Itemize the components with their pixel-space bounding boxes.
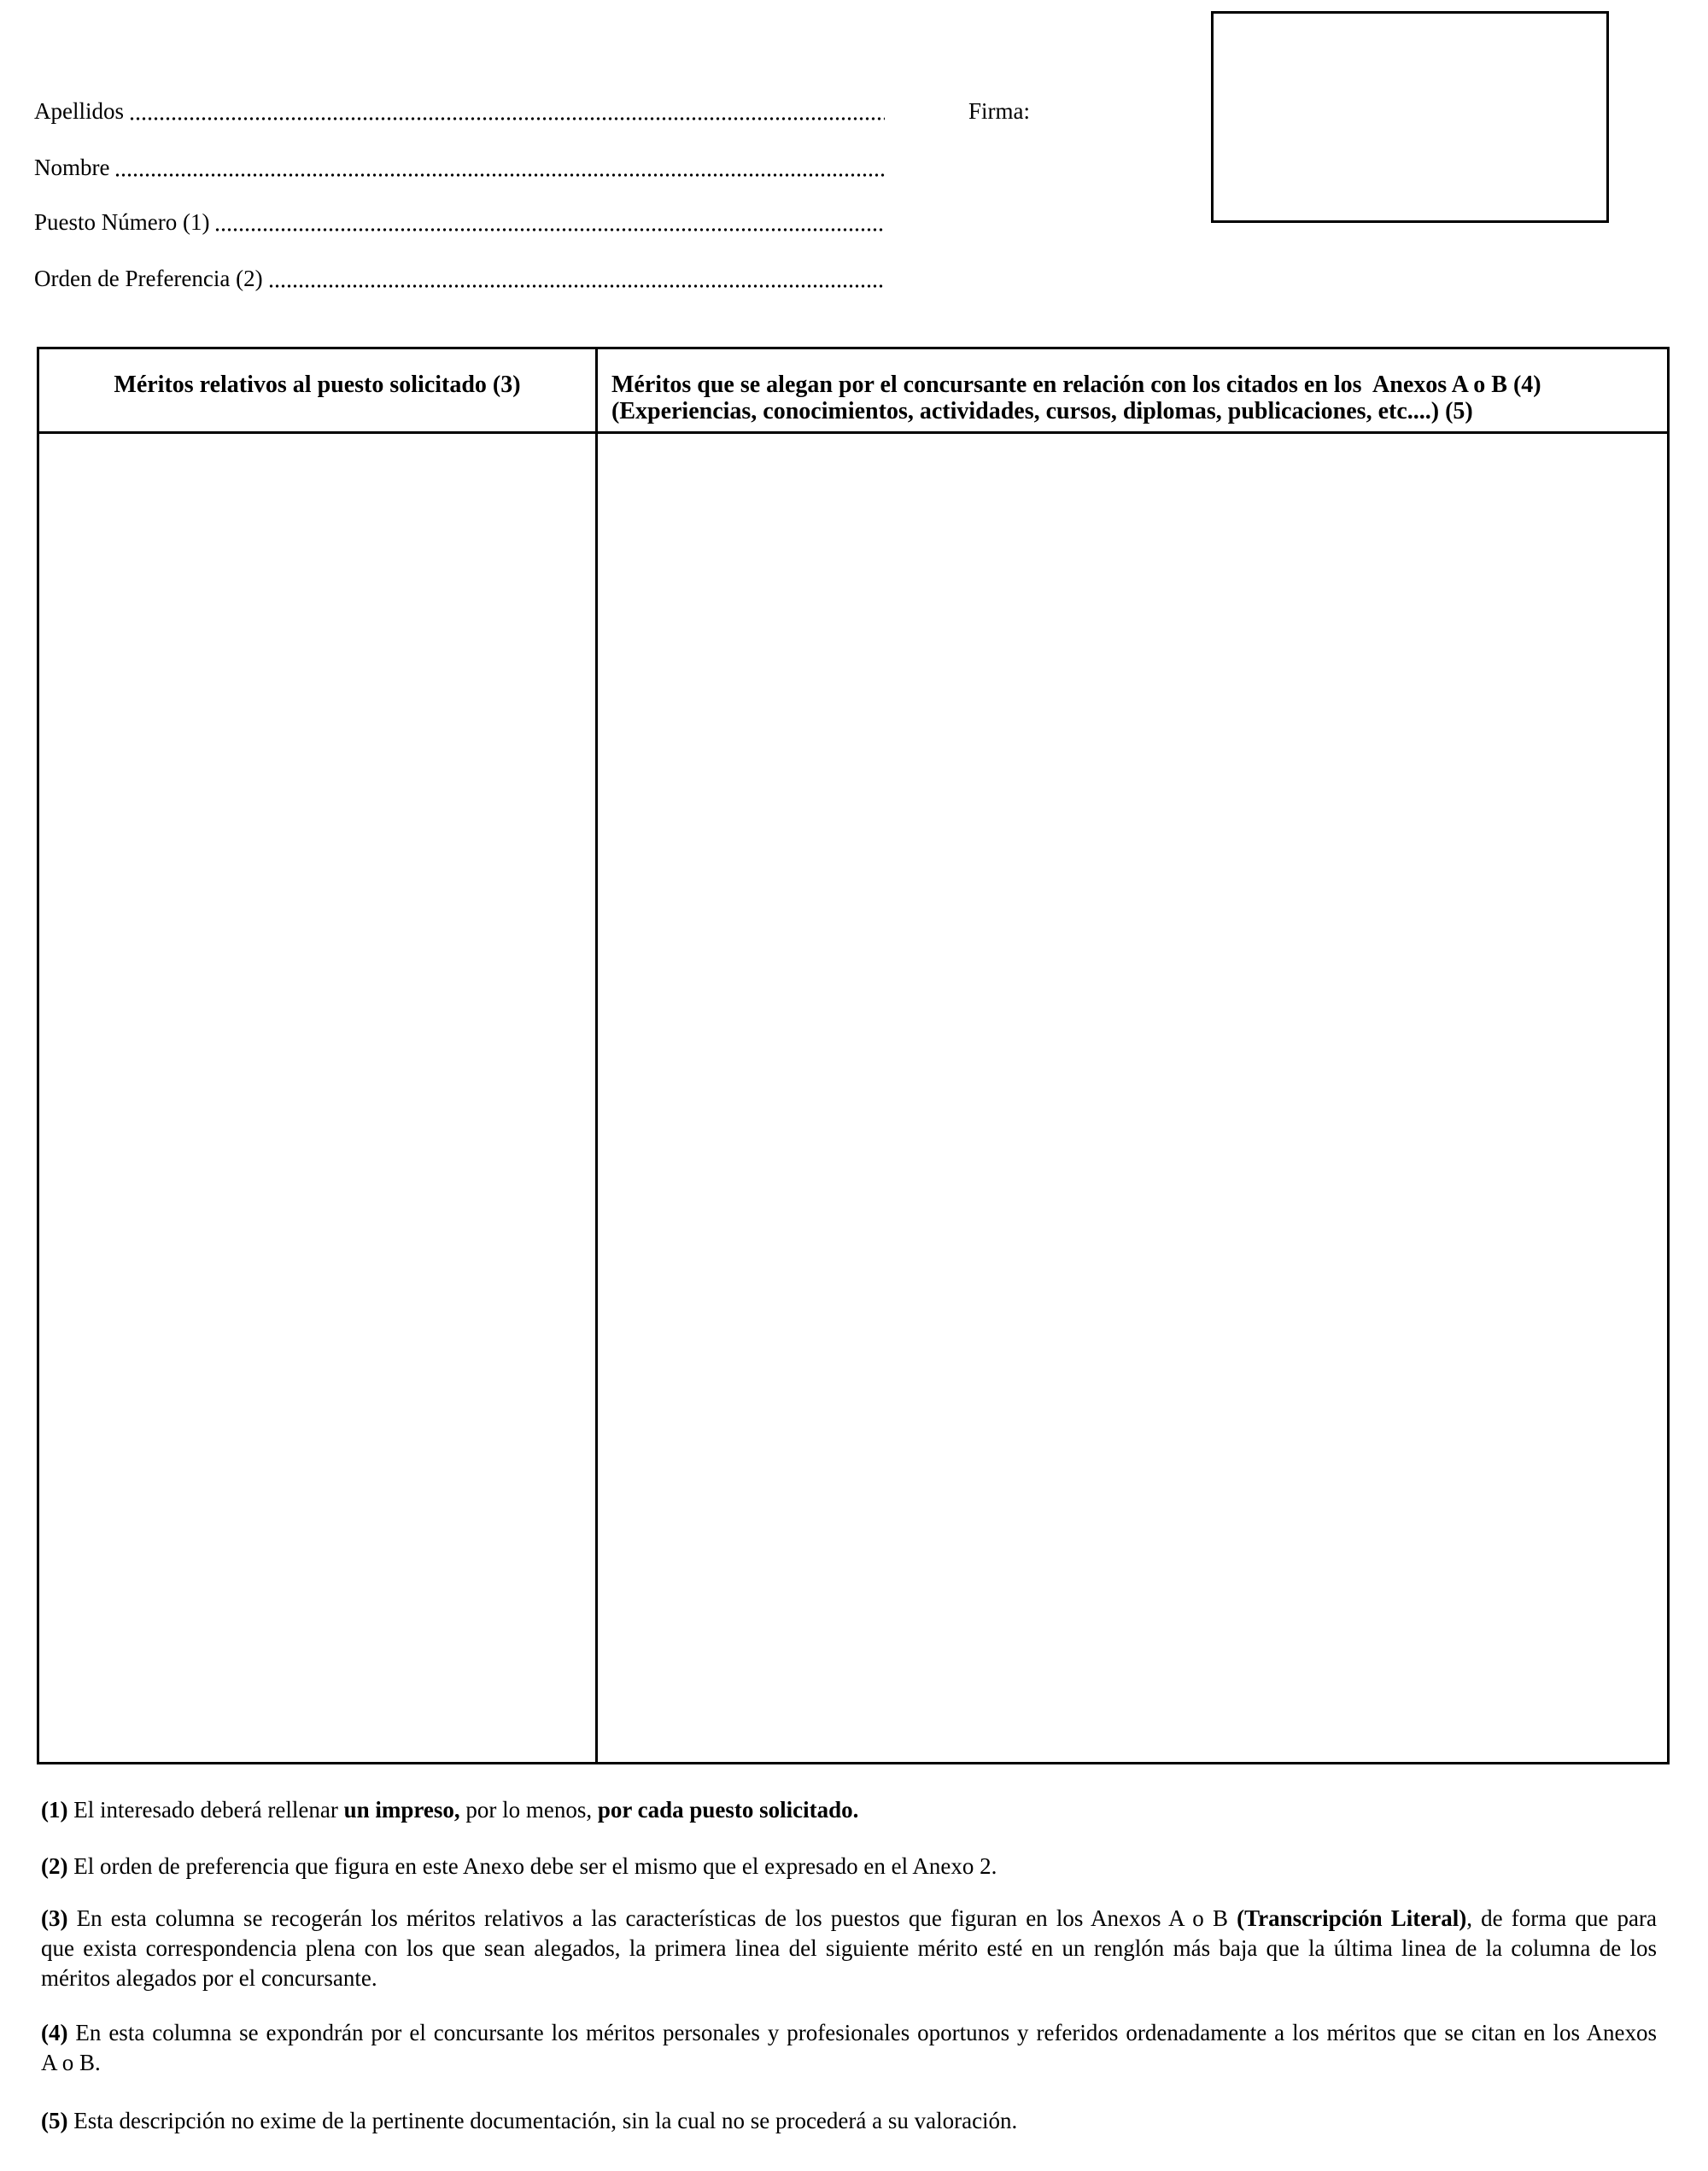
merits-position-column-cell — [39, 434, 595, 1762]
footnote-bold-text: un impreso, — [343, 1797, 460, 1823]
footnote-text: por lo menos, — [459, 1797, 598, 1823]
footnote-text: El orden de preferencia que figura en este Anexo debe ser el mismo que el expresado en el Anexo 2. — [67, 1853, 997, 1879]
footnote-1 — [41, 1795, 1657, 1825]
footnote-bold-text: (Transcripción Literal) — [1237, 1905, 1467, 1931]
puesto-numero-fill-line — [214, 228, 885, 231]
footnote-text: El interesado deberá rellenar — [67, 1797, 344, 1823]
footnote-1-line — [41, 1795, 1657, 1825]
header-merits-position: Méritos relativos al puesto solicitado (3) — [114, 372, 521, 398]
nombre-field — [34, 153, 885, 182]
orden-preferencia-fill-line — [268, 284, 885, 288]
footnote-2 — [41, 1852, 1657, 1881]
footnote-5-line — [41, 2106, 1657, 2136]
footnote-3 — [41, 1904, 1657, 1993]
footnote-4 — [41, 2018, 1657, 2078]
header-merits-claimed-line2: (Experiencias, conocimientos, actividades, cursos, diplomas, publicaciones, etc....) (5) — [611, 398, 1473, 424]
signature-label: Firma: — [968, 98, 1030, 124]
footnote-4-line-1 — [41, 2018, 1657, 2048]
orden-preferencia-field — [34, 264, 885, 293]
footnote-text: En esta columna se recogerán los méritos relativos a las características de los puestos que figuran en los Anexos A o B — [67, 1905, 1237, 1931]
nombre-fill-line — [114, 173, 885, 177]
footnote-4-line-2: A o B. — [41, 2050, 101, 2075]
footnote-number: (2) — [41, 1853, 68, 1879]
footnote-number: (1) — [41, 1797, 68, 1823]
footnote-number: (4) — [41, 2020, 68, 2045]
footnote-text: En esta columna se expondrán por el concursante los méritos personales y profesionales oportunos y referidos ordenadamente a los méritos que se citan en los Anexos — [67, 2020, 1657, 2045]
footnote-5 — [41, 2106, 1657, 2136]
header-merits-claimed — [611, 372, 1541, 424]
footnote-3-line-2: que exista correspondencia plena con los que sean alegados, la primera linea del siguiente mérito esté en un renglón más baja que la última linea de la columna de los — [41, 1935, 1657, 1961]
header-merits-claimed-line1: Méritos que se alegan por el concursante en relación con los citados en los Anexos A o B (4) — [611, 372, 1541, 398]
orden-preferencia-label: Orden de Preferencia (2) — [34, 266, 263, 291]
footnote-text: , de forma que para — [1466, 1905, 1657, 1931]
footnote-number: (5) — [41, 2108, 68, 2133]
apellidos-field — [34, 97, 885, 126]
nombre-label: Nombre — [34, 155, 110, 180]
apellidos-label: Apellidos — [34, 98, 124, 124]
merits-claimed-column-cell — [598, 434, 1667, 1762]
signature-box — [1211, 11, 1609, 223]
puesto-numero-field — [34, 208, 885, 237]
footnote-3-line-3: méritos alegados por el concursante. — [41, 1965, 377, 1991]
footnote-2-line — [41, 1852, 1657, 1881]
footnote-text: Esta descripción no exime de la pertinente documentación, sin la cual no se procederá a su valoración. — [67, 2108, 1018, 2133]
footnote-bold-text: por cada puesto solicitado. — [597, 1797, 859, 1823]
merits-table — [37, 347, 1670, 1764]
footnote-3-line-1 — [41, 1904, 1657, 1934]
puesto-numero-label: Puesto Número (1) — [34, 209, 210, 235]
footnote-number: (3) — [41, 1905, 68, 1931]
apellidos-fill-line — [129, 117, 885, 120]
